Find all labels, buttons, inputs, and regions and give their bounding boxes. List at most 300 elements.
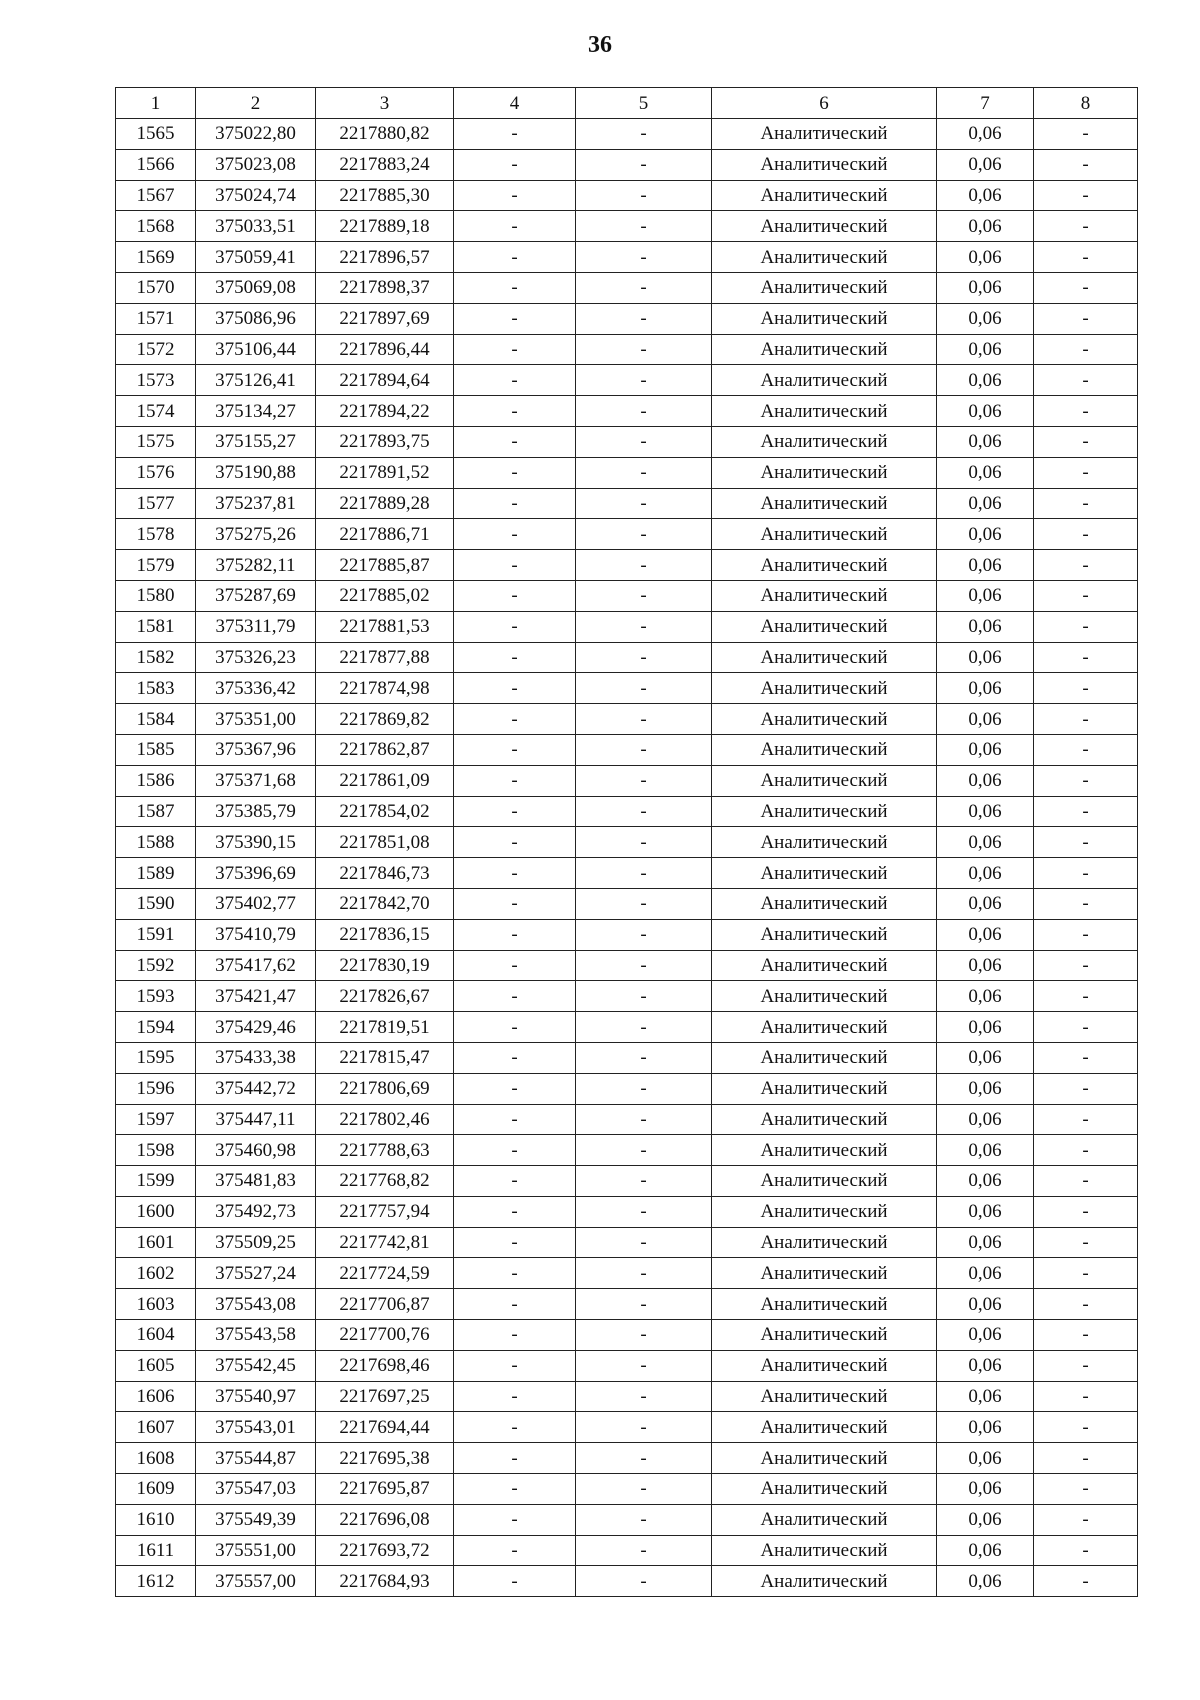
- table-row: [116, 488, 1138, 519]
- column-4-cell: -: [454, 1504, 576, 1535]
- accuracy-cell: 0,06: [937, 981, 1034, 1012]
- accuracy-cell: 0,06: [937, 950, 1034, 981]
- x-coordinate-cell: 375326,23: [196, 642, 316, 673]
- accuracy-cell: 0,06: [937, 1566, 1034, 1597]
- method-cell: Аналитический: [712, 365, 937, 396]
- column-4-cell: -: [454, 1073, 576, 1104]
- point-number-cell: 1590: [116, 888, 196, 919]
- accuracy-cell: 0,06: [937, 1104, 1034, 1135]
- column-4-cell: -: [454, 888, 576, 919]
- column-8-cell: -: [1034, 1012, 1138, 1043]
- accuracy-cell: 0,06: [937, 242, 1034, 273]
- accuracy-cell: 0,06: [937, 334, 1034, 365]
- table-row: [116, 734, 1138, 765]
- point-number-cell: 1591: [116, 919, 196, 950]
- point-number-cell: 1569: [116, 242, 196, 273]
- column-8-cell: -: [1034, 365, 1138, 396]
- x-coordinate-cell: 375549,39: [196, 1504, 316, 1535]
- x-coordinate-cell: 375024,74: [196, 180, 316, 211]
- table-body: [116, 119, 1138, 1597]
- x-coordinate-cell: 375543,58: [196, 1320, 316, 1351]
- y-coordinate-cell: 2217842,70: [316, 888, 454, 919]
- column-8-cell: -: [1034, 519, 1138, 550]
- column-4-cell: -: [454, 488, 576, 519]
- table-row: [116, 303, 1138, 334]
- x-coordinate-cell: 375390,15: [196, 827, 316, 858]
- point-number-cell: 1609: [116, 1474, 196, 1505]
- column-4-cell: -: [454, 1012, 576, 1043]
- y-coordinate-cell: 2217885,30: [316, 180, 454, 211]
- column-4-cell: -: [454, 796, 576, 827]
- x-coordinate-cell: 375237,81: [196, 488, 316, 519]
- column-8-cell: -: [1034, 1166, 1138, 1197]
- y-coordinate-cell: 2217697,25: [316, 1381, 454, 1412]
- accuracy-cell: 0,06: [937, 796, 1034, 827]
- column-4-cell: -: [454, 1196, 576, 1227]
- table-row: [116, 149, 1138, 180]
- method-cell: Аналитический: [712, 180, 937, 211]
- column-8-cell: -: [1034, 827, 1138, 858]
- column-8-cell: -: [1034, 1412, 1138, 1443]
- column-5-cell: -: [576, 734, 712, 765]
- method-cell: Аналитический: [712, 242, 937, 273]
- column-8-cell: -: [1034, 704, 1138, 735]
- accuracy-cell: 0,06: [937, 1042, 1034, 1073]
- method-cell: Аналитический: [712, 303, 937, 334]
- point-number-cell: 1578: [116, 519, 196, 550]
- column-5-cell: -: [576, 488, 712, 519]
- point-number-cell: 1597: [116, 1104, 196, 1135]
- point-number-cell: 1580: [116, 580, 196, 611]
- method-cell: Аналитический: [712, 827, 937, 858]
- method-cell: Аналитический: [712, 488, 937, 519]
- y-coordinate-cell: 2217880,82: [316, 119, 454, 150]
- column-5-cell: -: [576, 704, 712, 735]
- x-coordinate-cell: 375134,27: [196, 396, 316, 427]
- column-8-cell: -: [1034, 550, 1138, 581]
- column-5-cell: -: [576, 1073, 712, 1104]
- column-4-cell: -: [454, 334, 576, 365]
- y-coordinate-cell: 2217700,76: [316, 1320, 454, 1351]
- x-coordinate-cell: 375442,72: [196, 1073, 316, 1104]
- column-5-cell: -: [576, 1166, 712, 1197]
- table-row: [116, 550, 1138, 581]
- x-coordinate-cell: 375509,25: [196, 1227, 316, 1258]
- column-header-8: 8: [1034, 88, 1138, 119]
- table-row: [116, 1073, 1138, 1104]
- column-5-cell: -: [576, 888, 712, 919]
- y-coordinate-cell: 2217695,38: [316, 1443, 454, 1474]
- method-cell: Аналитический: [712, 1474, 937, 1505]
- y-coordinate-cell: 2217815,47: [316, 1042, 454, 1073]
- method-cell: Аналитический: [712, 1381, 937, 1412]
- column-8-cell: -: [1034, 272, 1138, 303]
- accuracy-cell: 0,06: [937, 1166, 1034, 1197]
- x-coordinate-cell: 375543,01: [196, 1412, 316, 1443]
- column-header-5: 5: [576, 88, 712, 119]
- column-5-cell: -: [576, 1227, 712, 1258]
- table-row: [116, 1042, 1138, 1073]
- column-4-cell: -: [454, 272, 576, 303]
- column-4-cell: -: [454, 303, 576, 334]
- point-number-cell: 1601: [116, 1227, 196, 1258]
- accuracy-cell: 0,06: [937, 457, 1034, 488]
- column-4-cell: -: [454, 180, 576, 211]
- table-row: [116, 580, 1138, 611]
- table-row: [116, 396, 1138, 427]
- column-8-cell: -: [1034, 919, 1138, 950]
- column-5-cell: -: [576, 1289, 712, 1320]
- y-coordinate-cell: 2217893,75: [316, 426, 454, 457]
- column-4-cell: -: [454, 1350, 576, 1381]
- y-coordinate-cell: 2217869,82: [316, 704, 454, 735]
- column-4-cell: -: [454, 426, 576, 457]
- point-number-cell: 1610: [116, 1504, 196, 1535]
- column-5-cell: -: [576, 580, 712, 611]
- column-header-4: 4: [454, 88, 576, 119]
- accuracy-cell: 0,06: [937, 1504, 1034, 1535]
- column-5-cell: -: [576, 1042, 712, 1073]
- column-8-cell: -: [1034, 1443, 1138, 1474]
- accuracy-cell: 0,06: [937, 519, 1034, 550]
- y-coordinate-cell: 2217896,44: [316, 334, 454, 365]
- column-4-cell: -: [454, 119, 576, 150]
- point-number-cell: 1585: [116, 734, 196, 765]
- y-coordinate-cell: 2217757,94: [316, 1196, 454, 1227]
- column-5-cell: -: [576, 180, 712, 211]
- point-number-cell: 1588: [116, 827, 196, 858]
- table-row: [116, 1412, 1138, 1443]
- accuracy-cell: 0,06: [937, 119, 1034, 150]
- method-cell: Аналитический: [712, 1258, 937, 1289]
- accuracy-cell: 0,06: [937, 1196, 1034, 1227]
- column-4-cell: -: [454, 1381, 576, 1412]
- point-number-cell: 1567: [116, 180, 196, 211]
- method-cell: Аналитический: [712, 673, 937, 704]
- x-coordinate-cell: 375410,79: [196, 919, 316, 950]
- column-8-cell: -: [1034, 211, 1138, 242]
- point-number-cell: 1595: [116, 1042, 196, 1073]
- column-8-cell: -: [1034, 1566, 1138, 1597]
- point-number-cell: 1589: [116, 858, 196, 889]
- x-coordinate-cell: 375059,41: [196, 242, 316, 273]
- y-coordinate-cell: 2217894,22: [316, 396, 454, 427]
- accuracy-cell: 0,06: [937, 303, 1034, 334]
- column-8-cell: -: [1034, 1227, 1138, 1258]
- y-coordinate-cell: 2217768,82: [316, 1166, 454, 1197]
- x-coordinate-cell: 375287,69: [196, 580, 316, 611]
- table-row: [116, 796, 1138, 827]
- method-cell: Аналитический: [712, 858, 937, 889]
- y-coordinate-cell: 2217889,28: [316, 488, 454, 519]
- column-4-cell: -: [454, 580, 576, 611]
- table-row: [116, 365, 1138, 396]
- x-coordinate-cell: 375402,77: [196, 888, 316, 919]
- column-5-cell: -: [576, 303, 712, 334]
- y-coordinate-cell: 2217874,98: [316, 673, 454, 704]
- method-cell: Аналитический: [712, 457, 937, 488]
- point-number-cell: 1594: [116, 1012, 196, 1043]
- y-coordinate-cell: 2217826,67: [316, 981, 454, 1012]
- column-5-cell: -: [576, 119, 712, 150]
- table-row: [116, 519, 1138, 550]
- column-4-cell: -: [454, 1412, 576, 1443]
- point-number-cell: 1573: [116, 365, 196, 396]
- point-number-cell: 1581: [116, 611, 196, 642]
- column-5-cell: -: [576, 365, 712, 396]
- table-row: [116, 673, 1138, 704]
- column-5-cell: -: [576, 765, 712, 796]
- accuracy-cell: 0,06: [937, 611, 1034, 642]
- column-4-cell: -: [454, 642, 576, 673]
- column-5-cell: -: [576, 1381, 712, 1412]
- y-coordinate-cell: 2217881,53: [316, 611, 454, 642]
- y-coordinate-cell: 2217788,63: [316, 1135, 454, 1166]
- column-4-cell: -: [454, 457, 576, 488]
- method-cell: Аналитический: [712, 149, 937, 180]
- x-coordinate-cell: 375543,08: [196, 1289, 316, 1320]
- method-cell: Аналитический: [712, 1412, 937, 1443]
- table-row: [116, 919, 1138, 950]
- point-number-cell: 1583: [116, 673, 196, 704]
- method-cell: Аналитический: [712, 211, 937, 242]
- y-coordinate-cell: 2217802,46: [316, 1104, 454, 1135]
- column-8-cell: -: [1034, 1258, 1138, 1289]
- column-5-cell: -: [576, 1104, 712, 1135]
- point-number-cell: 1570: [116, 272, 196, 303]
- point-number-cell: 1612: [116, 1566, 196, 1597]
- table-row: [116, 1258, 1138, 1289]
- y-coordinate-cell: 2217862,87: [316, 734, 454, 765]
- x-coordinate-cell: 375086,96: [196, 303, 316, 334]
- column-header-1: 1: [116, 88, 196, 119]
- table-row: [116, 888, 1138, 919]
- column-4-cell: -: [454, 149, 576, 180]
- point-number-cell: 1574: [116, 396, 196, 427]
- y-coordinate-cell: 2217724,59: [316, 1258, 454, 1289]
- y-coordinate-cell: 2217883,24: [316, 149, 454, 180]
- accuracy-cell: 0,06: [937, 858, 1034, 889]
- column-4-cell: -: [454, 396, 576, 427]
- x-coordinate-cell: 375033,51: [196, 211, 316, 242]
- point-number-cell: 1608: [116, 1443, 196, 1474]
- method-cell: Аналитический: [712, 1566, 937, 1597]
- column-8-cell: -: [1034, 673, 1138, 704]
- x-coordinate-cell: 375540,97: [196, 1381, 316, 1412]
- table-row: [116, 950, 1138, 981]
- point-number-cell: 1568: [116, 211, 196, 242]
- accuracy-cell: 0,06: [937, 149, 1034, 180]
- accuracy-cell: 0,06: [937, 211, 1034, 242]
- point-number-cell: 1575: [116, 426, 196, 457]
- column-8-cell: -: [1034, 1073, 1138, 1104]
- point-number-cell: 1566: [116, 149, 196, 180]
- accuracy-cell: 0,06: [937, 1535, 1034, 1566]
- table-row: [116, 1443, 1138, 1474]
- method-cell: Аналитический: [712, 580, 937, 611]
- x-coordinate-cell: 375542,45: [196, 1350, 316, 1381]
- method-cell: Аналитический: [712, 550, 937, 581]
- y-coordinate-cell: 2217877,88: [316, 642, 454, 673]
- accuracy-cell: 0,06: [937, 1227, 1034, 1258]
- y-coordinate-cell: 2217706,87: [316, 1289, 454, 1320]
- accuracy-cell: 0,06: [937, 734, 1034, 765]
- column-5-cell: -: [576, 211, 712, 242]
- method-cell: Аналитический: [712, 1042, 937, 1073]
- column-5-cell: -: [576, 149, 712, 180]
- method-cell: Аналитический: [712, 950, 937, 981]
- column-4-cell: -: [454, 1443, 576, 1474]
- point-number-cell: 1586: [116, 765, 196, 796]
- column-8-cell: -: [1034, 334, 1138, 365]
- x-coordinate-cell: 375433,38: [196, 1042, 316, 1073]
- accuracy-cell: 0,06: [937, 272, 1034, 303]
- column-5-cell: -: [576, 981, 712, 1012]
- y-coordinate-cell: 2217695,87: [316, 1474, 454, 1505]
- accuracy-cell: 0,06: [937, 888, 1034, 919]
- table-row: [116, 611, 1138, 642]
- column-header-6: 6: [712, 88, 937, 119]
- method-cell: Аналитический: [712, 334, 937, 365]
- table-row: [116, 1535, 1138, 1566]
- method-cell: Аналитический: [712, 704, 937, 735]
- column-8-cell: -: [1034, 796, 1138, 827]
- method-cell: Аналитический: [712, 396, 937, 427]
- column-4-cell: -: [454, 919, 576, 950]
- column-4-cell: -: [454, 981, 576, 1012]
- y-coordinate-cell: 2217696,08: [316, 1504, 454, 1535]
- column-5-cell: -: [576, 1135, 712, 1166]
- y-coordinate-cell: 2217851,08: [316, 827, 454, 858]
- table-row: [116, 1474, 1138, 1505]
- column-4-cell: -: [454, 1320, 576, 1351]
- point-number-cell: 1606: [116, 1381, 196, 1412]
- column-4-cell: -: [454, 1474, 576, 1505]
- column-8-cell: -: [1034, 1474, 1138, 1505]
- column-4-cell: -: [454, 827, 576, 858]
- x-coordinate-cell: 375351,00: [196, 704, 316, 735]
- y-coordinate-cell: 2217684,93: [316, 1566, 454, 1597]
- column-8-cell: -: [1034, 149, 1138, 180]
- method-cell: Аналитический: [712, 1166, 937, 1197]
- column-8-cell: -: [1034, 457, 1138, 488]
- method-cell: Аналитический: [712, 1104, 937, 1135]
- x-coordinate-cell: 375557,00: [196, 1566, 316, 1597]
- x-coordinate-cell: 375460,98: [196, 1135, 316, 1166]
- table-row: [116, 1320, 1138, 1351]
- method-cell: Аналитический: [712, 734, 937, 765]
- accuracy-cell: 0,06: [937, 180, 1034, 211]
- x-coordinate-cell: 375481,83: [196, 1166, 316, 1197]
- column-4-cell: -: [454, 1135, 576, 1166]
- column-8-cell: -: [1034, 426, 1138, 457]
- table-row: [116, 211, 1138, 242]
- accuracy-cell: 0,06: [937, 1412, 1034, 1443]
- column-4-cell: -: [454, 611, 576, 642]
- accuracy-cell: 0,06: [937, 365, 1034, 396]
- column-5-cell: -: [576, 1258, 712, 1289]
- x-coordinate-cell: 375126,41: [196, 365, 316, 396]
- x-coordinate-cell: 375190,88: [196, 457, 316, 488]
- y-coordinate-cell: 2217885,02: [316, 580, 454, 611]
- column-5-cell: -: [576, 1412, 712, 1443]
- method-cell: Аналитический: [712, 765, 937, 796]
- accuracy-cell: 0,06: [937, 1381, 1034, 1412]
- x-coordinate-cell: 375421,47: [196, 981, 316, 1012]
- column-5-cell: -: [576, 1474, 712, 1505]
- x-coordinate-cell: 375023,08: [196, 149, 316, 180]
- x-coordinate-cell: 375069,08: [196, 272, 316, 303]
- column-8-cell: -: [1034, 488, 1138, 519]
- column-8-cell: -: [1034, 611, 1138, 642]
- accuracy-cell: 0,06: [937, 642, 1034, 673]
- column-8-cell: -: [1034, 1320, 1138, 1351]
- column-5-cell: -: [576, 611, 712, 642]
- table-row: [116, 981, 1138, 1012]
- accuracy-cell: 0,06: [937, 1320, 1034, 1351]
- accuracy-cell: 0,06: [937, 673, 1034, 704]
- point-number-cell: 1571: [116, 303, 196, 334]
- column-5-cell: -: [576, 426, 712, 457]
- accuracy-cell: 0,06: [937, 919, 1034, 950]
- table-row: [116, 827, 1138, 858]
- table-row: [116, 457, 1138, 488]
- column-5-cell: -: [576, 858, 712, 889]
- table-header-row: [116, 88, 1138, 119]
- column-8-cell: -: [1034, 1042, 1138, 1073]
- column-5-cell: -: [576, 827, 712, 858]
- accuracy-cell: 0,06: [937, 396, 1034, 427]
- column-8-cell: -: [1034, 1381, 1138, 1412]
- y-coordinate-cell: 2217889,18: [316, 211, 454, 242]
- page-number: 36: [588, 32, 612, 58]
- accuracy-cell: 0,06: [937, 1289, 1034, 1320]
- column-8-cell: -: [1034, 888, 1138, 919]
- y-coordinate-cell: 2217896,57: [316, 242, 454, 273]
- point-number-cell: 1603: [116, 1289, 196, 1320]
- y-coordinate-cell: 2217885,87: [316, 550, 454, 581]
- accuracy-cell: 0,06: [937, 704, 1034, 735]
- table-row: [116, 1135, 1138, 1166]
- point-number-cell: 1602: [116, 1258, 196, 1289]
- accuracy-cell: 0,06: [937, 426, 1034, 457]
- y-coordinate-cell: 2217894,64: [316, 365, 454, 396]
- column-8-cell: -: [1034, 580, 1138, 611]
- column-4-cell: -: [454, 550, 576, 581]
- table-row: [116, 1166, 1138, 1197]
- method-cell: Аналитический: [712, 919, 937, 950]
- table-row: [116, 272, 1138, 303]
- x-coordinate-cell: 375336,42: [196, 673, 316, 704]
- method-cell: Аналитический: [712, 981, 937, 1012]
- column-5-cell: -: [576, 1350, 712, 1381]
- x-coordinate-cell: 375544,87: [196, 1443, 316, 1474]
- column-8-cell: -: [1034, 950, 1138, 981]
- method-cell: Аналитический: [712, 1504, 937, 1535]
- point-number-cell: 1576: [116, 457, 196, 488]
- method-cell: Аналитический: [712, 1012, 937, 1043]
- y-coordinate-cell: 2217830,19: [316, 950, 454, 981]
- column-4-cell: -: [454, 858, 576, 889]
- point-number-cell: 1600: [116, 1196, 196, 1227]
- y-coordinate-cell: 2217694,44: [316, 1412, 454, 1443]
- y-coordinate-cell: 2217819,51: [316, 1012, 454, 1043]
- accuracy-cell: 0,06: [937, 550, 1034, 581]
- column-4-cell: -: [454, 1535, 576, 1566]
- column-4-cell: -: [454, 1566, 576, 1597]
- column-header-7: 7: [937, 88, 1034, 119]
- accuracy-cell: 0,06: [937, 1012, 1034, 1043]
